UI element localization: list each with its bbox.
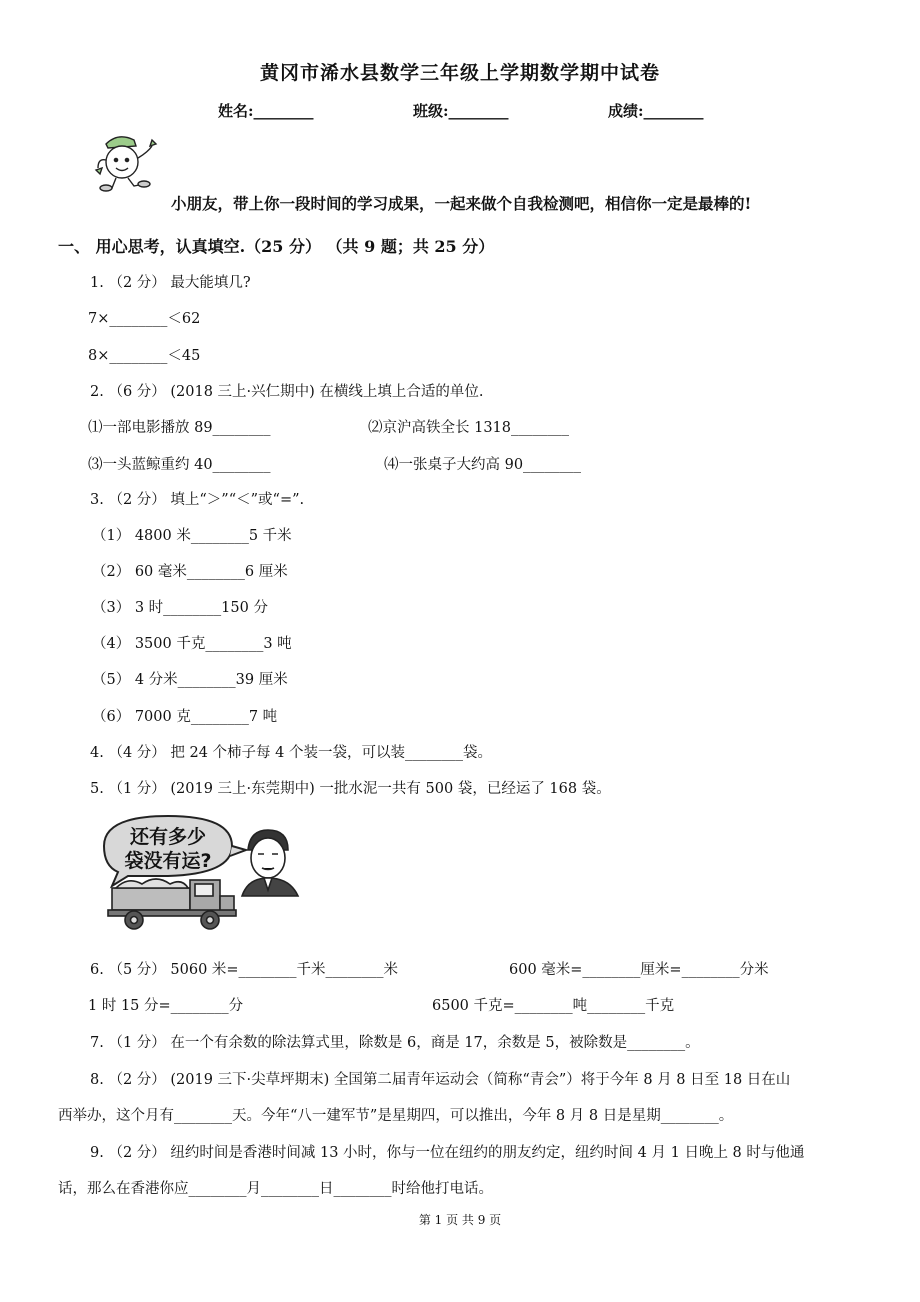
class-field-label: 班级:________ (413, 102, 509, 120)
question-3-item-6: （6） 7000 克________7 吨 (92, 709, 278, 725)
question-1-stem: 1. （2 分） 最大能填几? (90, 275, 251, 291)
question-6-part-c: 1 时 15 分=________分 (88, 998, 244, 1014)
question-3-stem: 3. （2 分） 填上“＞”“＜”或“=”. (90, 492, 305, 508)
page-title: 黄冈市浠水县数学三年级上学期数学期中试卷 (259, 62, 660, 84)
man-icon (242, 830, 298, 896)
question-6-part-a: 6. （5 分） 5060 米=________千米________米 (90, 962, 399, 978)
question-2-item-2: ⑵京沪高铁全长 1318________ (368, 420, 570, 436)
name-field-label: 姓名:________ (218, 102, 314, 120)
question-8-line-2: 西举办，这个月有________天。今年“八一建军节”是星期四，可以推出，今年 8 月 8 日是星期________。 (58, 1108, 734, 1124)
question-5-stem: 5. （1 分） (2019 三上·东莞期中) 一批水泥一共有 500 袋，已经运了 168 袋。 (90, 781, 611, 797)
question-2-item-1: ⑴一部电影播放 89________ (88, 420, 271, 436)
question-3-item-1: （1） 4800 米________5 千米 (92, 528, 292, 544)
intro-text: 小朋友，带上你一段时间的学习成果，一起来做个自我检测吧，相信你一定是最棒的! (171, 194, 752, 213)
truck-icon (108, 879, 236, 929)
question-1-line-2: 8×________＜45 (88, 348, 201, 364)
question-2-item-4: ⑷一张桌子大约高 90________ (384, 457, 582, 473)
question-7-stem: 7. （1 分） 在一个有余数的除法算式里，除数是 6，商是 17，余数是 5，被除数是________。 (90, 1035, 700, 1051)
question-3-item-4: （4） 3500 千克________3 吨 (92, 636, 292, 652)
question-2-item-3: ⑶一头蓝鲸重约 40________ (88, 457, 271, 473)
question-9-line-1: 9. （2 分） 纽约时间是香港时间减 13 小时，你与一位在纽约的朋友约定，纽约时间 4 月 1 日晚上 8 时与他通 (90, 1145, 805, 1161)
score-field-label: 成绩:________ (608, 102, 704, 120)
question-3-item-5: （5） 4 分米________39 厘米 (92, 672, 288, 688)
question-4-stem: 4. （4 分） 把 24 个柿子每 4 个装一袋，可以装________袋。 (90, 745, 492, 761)
section-heading: 一、 用心思考，认真填空.（25 分） （共 9 题；共 25 分） (58, 237, 495, 256)
question-8-line-1: 8. （2 分） (2019 三下·尖草坪期末) 全国第二届青年运动会（简称“青会”）将于今年 8 月 8 日至 18 日在山 (90, 1072, 791, 1088)
question-6-part-b: 600 毫米=________厘米=________分米 (509, 962, 769, 978)
bubble-text-line-2: 袋没有运? (124, 850, 212, 872)
truck-illustration (98, 810, 304, 938)
question-6-part-d: 6500 千克=________吨________千克 (432, 998, 675, 1014)
question-2-stem: 2. （6 分） (2018 三上·兴仁期中) 在横线上填上合适的单位. (90, 384, 484, 400)
bubble-text-line-1: 还有多少 (129, 826, 207, 848)
question-9-line-2: 话，那么在香港你应________月________日________时给他打电话。 (58, 1181, 493, 1197)
page-number: 第 1 页 共 9 页 (418, 1213, 502, 1227)
question-1-line-1: 7×________＜62 (88, 311, 201, 327)
question-3-item-3: （3） 3 时________150 分 (92, 600, 268, 616)
mascot-illustration (92, 130, 168, 194)
question-3-item-2: （2） 60 毫米________6 厘米 (92, 564, 288, 580)
